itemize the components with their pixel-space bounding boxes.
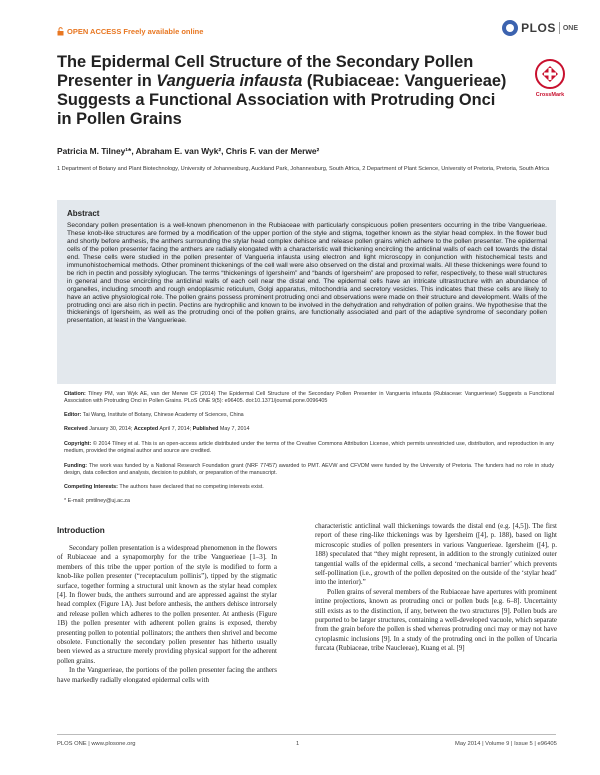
- editor-text: Tai Wang, Institute of Botany, Chinese Academy of Sciences, China: [82, 412, 244, 418]
- logo-divider: [559, 22, 560, 34]
- title-italic-species: Vangueria infausta: [156, 72, 303, 90]
- footer-rule: [57, 734, 556, 735]
- crossmark-badge[interactable]: [528, 56, 572, 106]
- journal-logo-text: PLOS: [521, 21, 556, 35]
- competing-interests-block: [64, 484, 554, 491]
- journal-sub-text: ONE: [562, 24, 578, 32]
- intro-right-column: [315, 522, 557, 654]
- funding-label: Funding:: [64, 463, 88, 469]
- title-part-2: (Rubiaceae: Vanguerieae) Suggests a Functional Association with Protruding Onci in Pollen Grains: [57, 72, 507, 128]
- intro-left-column: [57, 544, 277, 685]
- editor-label: Editor:: [64, 412, 82, 418]
- funding-text: The work was funded by a National Research Foundation grant (NRF 77457) awarded to PMT. AEVW and CFVDM were funded by the University of Pretoria. The funders had no role in study design, data collection and analysis, decision to publish, or preparation of the manuscript.: [64, 463, 554, 476]
- title-part-1: The Epidermal Cell Structure of the Secondary Pollen Presenter in: [57, 53, 474, 90]
- author-list: Patricia M. Tilney¹*, Abraham E. van Wyk², Chris F. van der Merwe²: [57, 146, 320, 156]
- accepted-label: Accepted: [133, 426, 159, 432]
- dates-block: [64, 426, 554, 433]
- footer-journal[interactable]: PLOS ONE | www.plosone.org: [57, 741, 136, 747]
- editor-block: [64, 412, 554, 419]
- funding-block: [64, 463, 554, 477]
- email-line: * E-mail: pmtilney@uj.ac.za: [64, 498, 130, 504]
- intro-paragraph-4: Pollen grains of several members of the Rubiaceae have apertures with prominent intine projections, known as protruding onci or pollen buds [e.g. 6–8]. Uncertainty still exists as to the distinction, if any, between the two structures [9]. Pollen buds are purported to be larger structures, containing a well-developed vacuole, which separate from the grain before the pollen is shed whereas protruding onci may or may not have cytoplasmic inclusions [9]. In a study of the protruding onci in the pollen of Uncaria furcata (Rubiaceae, tribe Naucleeae), Kuang et al. [9]: [315, 587, 557, 653]
- abstract-heading: Abstract: [67, 209, 100, 218]
- competing-text: The authors have declared that no competing interests exist.: [119, 484, 264, 490]
- citation-text: Tilney PM, van Wyk AE, van der Merwe CF (2014) The Epidermal Cell Structure of the Secondary Pollen Presenter in Vangueria infausta (Rubiaceae: Vanguerieae) Suggests a Functional Association with Protruding Onci in Pollen Grains. PLoS ONE 9(5): e96405. doi:10.1371/journal.pone.0096405: [64, 391, 554, 404]
- received-label: Received: [64, 426, 88, 432]
- copyright-block: [64, 441, 554, 455]
- published-date: May 7, 2014: [219, 426, 250, 432]
- open-access-text: OPEN ACCESS Freely available online: [67, 26, 204, 36]
- citation-block: [64, 391, 554, 405]
- open-access-lock-icon: [57, 27, 64, 36]
- copyright-text: © 2014 Tilney et al. This is an open-access article distributed under the terms of the Creative Commons Attribution License, which permits unrestricted use, distribution, and reproduction in any medium, provided the original author and source are credited.: [64, 441, 555, 454]
- accepted-date: April 7, 2014;: [159, 426, 192, 432]
- intro-paragraph-1: Secondary pollen presentation is a widespread phenomenon in the flowers of Rubiaceae and a synapomorphy for the tribe Vanguerieae [1–3]. In members of this tribe the upper portion of the style is modified to form a knob-like pollen presenter (“receptaculum pollinis”), tipped by the stigmatic surface, together forming a structural unit known as the stylar head complex [4]. In flower buds, the anthers surround and are appressed against the stylar head complex (Figure 1A). Just before anthesis, the anthers dehisce introrsely and release pollen which adheres to the pollen presenter. At anthesis (Figure 1B) the pollen presenter with adherent pollen grains is exposed, thereby presenting pollen to potential pollinators; the anthers then shrivel and become obsolete. Functionally the secondary pollen presenter has hitherto usually been viewed as a structure merely providing physical support for the adherent pollen grains.: [57, 544, 277, 665]
- introduction-heading: Introduction: [57, 526, 105, 535]
- article-title: [57, 53, 512, 129]
- copyright-label: Copyright:: [64, 441, 92, 447]
- page-number: 1: [296, 741, 300, 747]
- affiliations: 1 Department of Botany and Plant Biotechnology, University of Johannesburg, Auckland Park, Johannesburg, South Africa, 2 Department of Plant Science, University of Pretoria, Pretoria, South Africa: [57, 166, 550, 172]
- crossmark-label: CrossMark: [535, 92, 565, 98]
- footer-issue: May 2014 | Volume 9 | Issue 5 | e96405: [455, 741, 557, 747]
- published-label: Published: [192, 426, 219, 432]
- competing-label: Competing Interests:: [64, 484, 118, 490]
- received-date: January 30, 2014;: [89, 426, 133, 432]
- intro-paragraph-2: In the Vanguerieae, the portions of the pollen presenter facing the anthers have markedly radially elongated epidermal cells with: [57, 666, 277, 684]
- crossmark-icon: [528, 56, 572, 106]
- citation-label: Citation:: [64, 391, 86, 397]
- journal-logo[interactable]: [502, 20, 578, 36]
- abstract-text: Secondary pollen presentation is a well-known phenomenon in the Rubiaceae with particularly conspicuous pollen presenters occurring in the tribe Vanguerieae. These knob-like structures are formed by a modification of the upper portion of the style and stigma, together known as the stylar head complex. In the flower bud and shortly before anthesis, the anthers surrounding the stylar head complex dehisce and release pollen grains which adhere to the pollen presenter. The epidermal cells of the pollen presenter facing the anthers are radially elongated with a characteristic wall thickening encircling the anticlinal walls of each cell towards the distal end. These cells were studied in the pollen presenter of Vangueria infausta using electron and light microscopy in conjunction with histochemical tests and immunohistochemical methods. Other prominent thickenings of the cell wall were also observed on the distal and proximal walls. All these thickenings were found to be rich in pectin and possibly xyloglucan. The terms “thickenings of Igersheim” and “bands of Igersheim” are proposed to refer, respectively, to these wall structures in general and those encircling the anticlinal walls of each cell near the distal end. The epidermal cells have an intricate ultrastructure with an abundance of organelles, including smooth and rough endoplasmic reticulum, Golgi apparatus, mitochondria and secretory vesicles. This indicates that these cells are likely to have an active physiological role. The pollen grains possess prominent protruding onci and observations were made on their structure and development. Walls of the protruding onci are also rich in pectin. Pectins are hydrophilic and known to be involved in the dehydration and rehydration of pollen grains. We hypothesise that the thickenings of Igersheim, as well as the protruding onci of the pollen grains, are functionally associated and part of the adaptive syndrome of secondary pollen presentation, at least in the Vanguerieae.: [67, 222, 547, 325]
- intro-paragraph-3: characteristic anticlinal wall thickenings towards the distal end (e.g. [4,5]). The first report of these ring-like thickenings was by Igersheim ([4], p. 188), based on light microscopic studies of pollen presenters in various Vanguerieae. Igersheim ([4], p. 188) speculated that “they might represent, in addition to the strongly cutinized outer tangential walls of the epidermal cells, a second ‘mechanical barrier’ which prevents self-pollination (i.e., growth of the pollen deposited on the outside of the ‘stylar head’ into the interior).”: [315, 522, 557, 587]
- open-access-banner: [57, 24, 203, 38]
- plos-logo-icon: [502, 20, 518, 36]
